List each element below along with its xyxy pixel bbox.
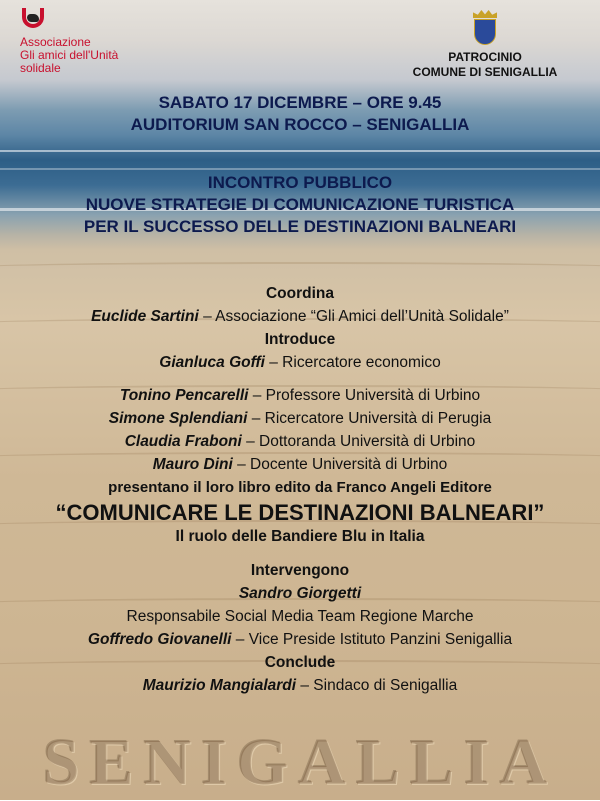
title-line-2: NUOVE STRATEGIE DI COMUNICAZIONE TURISTICA [85, 195, 515, 214]
intervengono-label: Intervengono [250, 562, 350, 579]
author-role: – Dottoranda Università di Urbino [241, 433, 476, 450]
conclude-label: Conclude [264, 654, 336, 671]
book-subtitle: Il ruolo delle Bandiere Blu in Italia [175, 528, 425, 545]
author-line [0, 453, 600, 476]
coordinator-line [0, 305, 600, 328]
association-logo-icon [20, 8, 48, 34]
concluder-role: – Sindaco di Senigallia [296, 677, 458, 694]
author-name: Claudia Fraboni [124, 433, 242, 450]
association-logo [20, 8, 160, 75]
speaker-name: Sandro Giorgetti [238, 585, 362, 602]
sea-foam-line [0, 150, 600, 152]
event-info [0, 92, 600, 136]
patronage-municipality: COMUNE DI SENIGALLIA [412, 65, 558, 79]
author-role: – Docente Università di Urbino [232, 456, 448, 473]
introduce-label: Introduce [264, 331, 336, 348]
book-presentation: presentano il loro libro edito da Franco Angeli Editore [108, 479, 492, 496]
coordinator-name: Euclide Sartini [91, 308, 199, 325]
author-line [0, 430, 600, 453]
speaker-role: Responsabile Social Media Team Regione Marche [126, 608, 474, 625]
title-line-1: INCONTRO PUBBLICO [207, 173, 393, 192]
author-line [0, 407, 600, 430]
introducer-name: Gianluca Goffi [159, 354, 265, 371]
speaker-line [0, 628, 600, 651]
speaker-name: Goffredo Giovanelli [87, 631, 232, 648]
event-venue: AUDITORIUM SAN ROCCO – SENIGALLIA [130, 115, 470, 134]
author-line [0, 384, 600, 407]
sand-carved-city-name: SENIGALLIA [42, 726, 558, 799]
author-name: Tonino Pencarelli [119, 387, 249, 404]
association-name: Associazione Gli amici dell'Unità solidale [20, 35, 119, 75]
author-role: – Professore Università di Urbino [248, 387, 481, 404]
sand-ripple [0, 262, 600, 274]
coordina-label: Coordina [265, 285, 335, 302]
speaker-role: – Vice Preside Istituto Panzini Senigallia [231, 631, 513, 648]
title-line-3: PER IL SUCCESSO DELLE DESTINAZIONI BALNEARI [83, 217, 517, 236]
author-role: – Ricercatore Università di Perugia [247, 410, 492, 427]
program [0, 282, 600, 697]
patronage-block [400, 10, 570, 80]
author-name: Mauro Dini [152, 456, 233, 473]
concluder-line [0, 674, 600, 697]
introducer-role: – Ricercatore economico [264, 354, 441, 371]
event-date: SABATO 17 DICEMBRE – ORE 9.45 [158, 93, 442, 112]
book-title: “COMUNICARE LE DESTINAZIONI BALNEARI” [55, 500, 545, 525]
introducer-line [0, 351, 600, 374]
event-title [0, 172, 600, 238]
patronage-label: PATROCINIO [448, 50, 522, 64]
author-name: Simone Splendiani [108, 410, 248, 427]
coordinator-role: – Associazione “Gli Amici dell’Unità Solidale” [198, 308, 509, 325]
concluder-name: Maurizio Mangialardi [142, 677, 297, 694]
sea-foam-line [0, 168, 600, 170]
city-crest-icon [471, 10, 499, 46]
